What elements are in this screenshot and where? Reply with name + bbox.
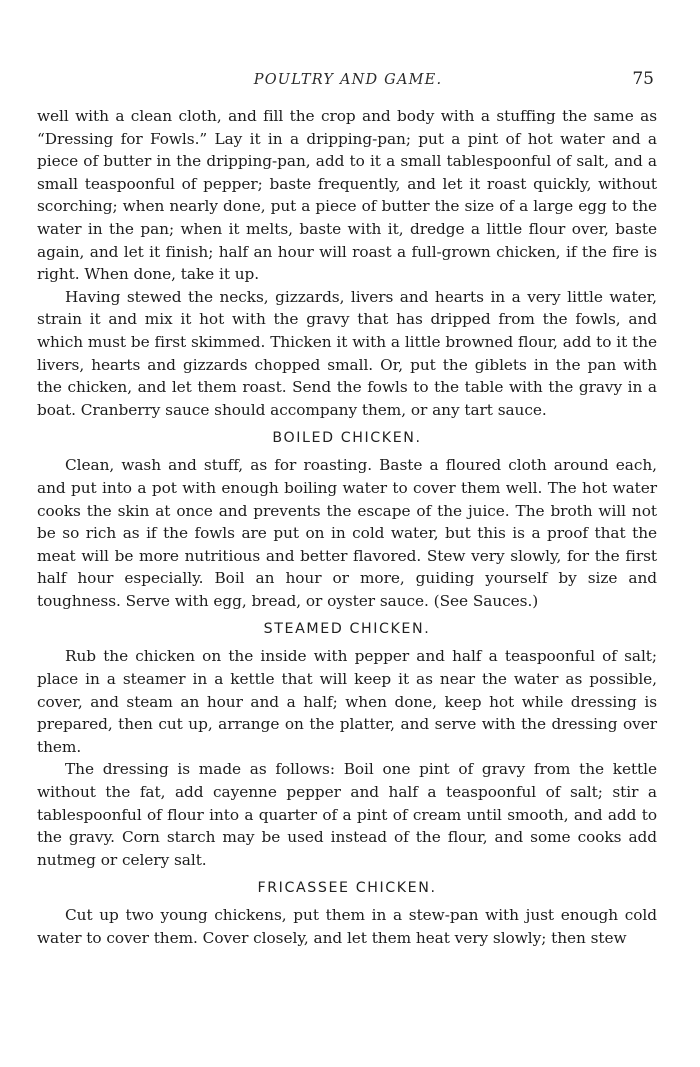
- steamed-paragraph: Rub the chicken on the inside with pepper and half a teaspoonful of salt; place in a steamer in a kettle that will keep it as near the water as possible, cover, and steam an hour and a half; when done, keep hot while dressing is prepared, then cut up, arrange on the platter, and serve with the dressing over them.: [37, 647, 657, 756]
- running-head: [42, 69, 654, 96]
- roast-paragraph-continued: well with a clean cloth, and fill the crop and body with a stuffing the same as “Dressing for Fowls.” Lay it in a dripping-pan; put a pint of hot water and a piece of butter in the dripping-pan, add to it a small tablespoonful of salt, and a small teaspoonful of pepper; baste frequently, and let it roast quickly, without scorching; when nearly done, put a piece of butter the size of a large egg to the water in the pan; when it melts, baste with it, dredge a little flour over, baste again, and let it finish; half an hour will roast a full-grown chicken, if the fire is right. When done, take it up.: [37, 107, 657, 284]
- boiled-paragraph: Clean, wash and stuff, as for roasting. Baste a floured cloth around each, and put into a pot with enough boiling water to cover them well. The hot water cooks the skin at once and prevents the escape of the juice. The broth will not be so rich as if the fowls are put on in cold water, but this is a proof that the meat will be more nutritious and better flavored. Stew very slowly, for the first half hour especially. Boil an hour or more, guiding yourself by size and toughness. Serve with egg, bread, or oyster sauce. (See Sauces.): [37, 456, 657, 610]
- fricassee-paragraph: Cut up two young chickens, put them in a stew-pan with just enough cold water to cover them. Cover closely, and let them heat very slowly; then stew: [37, 906, 657, 947]
- section-heading-boiled: BOILED CHICKEN.: [272, 430, 422, 447]
- running-title: POULTRY AND GAME.: [253, 72, 443, 88]
- roast-gravy-paragraph: Having stewed the necks, gizzards, livers and hearts in a very little water, strain it and mix it hot with the gravy that has dripped from the fowls, and which must be first skimmed. Thicken it with a little browned flour, add to it the livers, hearts and gizzards chopped small. Or, put the giblets in the pan with the chicken, and let them roast. Send the fowls to the table with the gravy in a boat. Cranberry sauce should accompany them, or any tart sauce.: [37, 287, 657, 419]
- page-body: [37, 105, 657, 950]
- page-number: 75: [632, 69, 654, 89]
- section-heading-steamed: STEAMED CHICKEN.: [263, 621, 431, 638]
- section-heading-fricassee: FRICASSEE CHICKEN.: [257, 880, 437, 897]
- steamed-dressing-paragraph: The dressing is made as follows: Boil one pint of gravy from the kettle without the fat, add cayenne pepper and half a teaspoonful of salt; stir a tablespoonful of flour into a quarter of a pint of cream until smooth, and add to the gravy. Corn starch may be used instead of the flour, and some cooks add nutmeg or celery salt.: [37, 760, 657, 869]
